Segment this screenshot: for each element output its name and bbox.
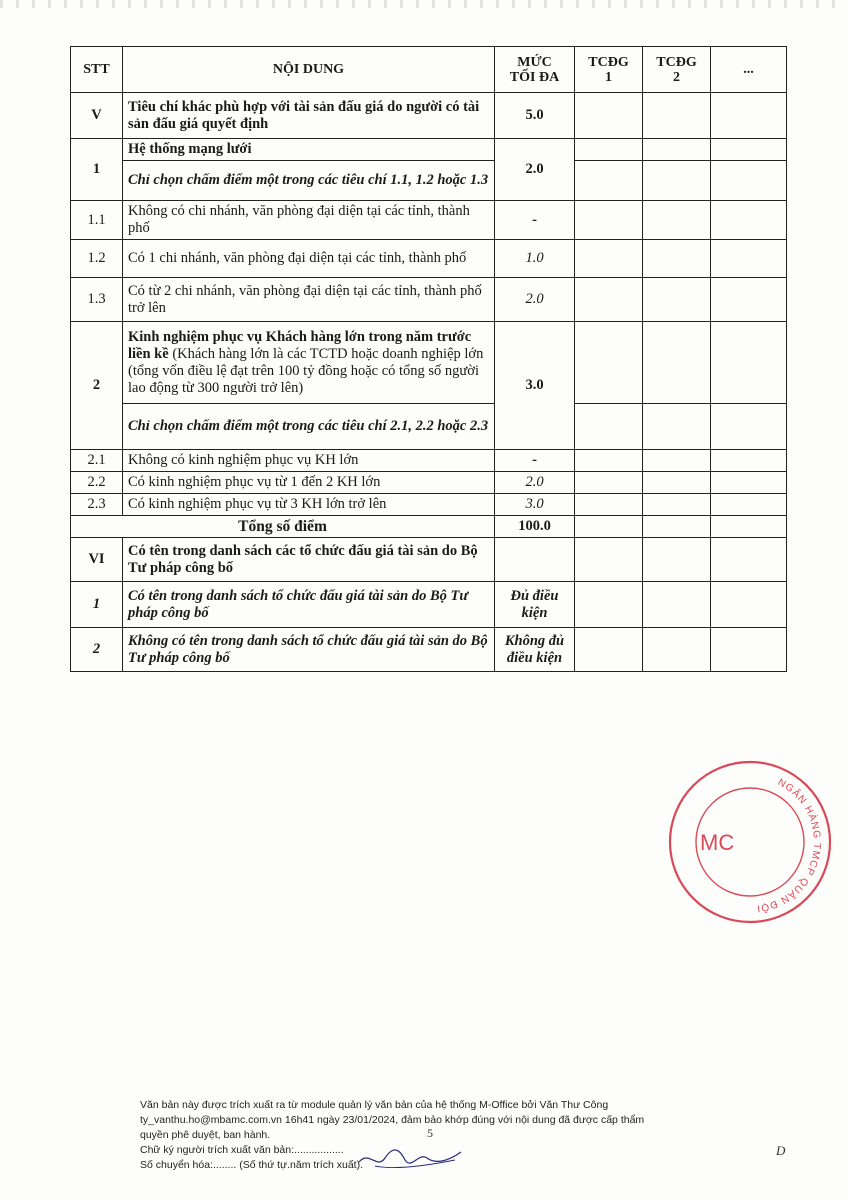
table-row <box>71 161 787 201</box>
corner-mark: D <box>776 1143 786 1158</box>
total-row <box>71 516 787 538</box>
score-cell <box>575 278 643 322</box>
score-cell <box>643 322 711 404</box>
page-number: 5 <box>427 1126 433 1140</box>
row-content: Có kinh nghiệm phục vụ từ 3 KH lớn trở lên <box>123 494 495 516</box>
row-content: Hệ thống mạng lưới <box>123 139 495 161</box>
row-content: Có từ 2 chi nhánh, văn phòng đại diện tại các tỉnh, thành phố trở lên <box>123 278 495 322</box>
row-content: Không có tên trong danh sách tổ chức đấu giá tài sản do Bộ Tư pháp công bố <box>123 628 495 672</box>
row-stt: 2.3 <box>71 494 123 516</box>
header-tcdg-1: TCĐG 1 <box>575 47 643 93</box>
score-cell <box>575 538 643 582</box>
score-cell <box>575 516 643 538</box>
table-row <box>71 472 787 494</box>
score-cell <box>711 161 787 201</box>
score-cell <box>575 404 643 450</box>
total-max: 100.0 <box>495 516 575 538</box>
score-cell <box>575 628 643 672</box>
score-cell <box>643 201 711 240</box>
row-max: 3.0 <box>495 494 575 516</box>
score-cell <box>643 404 711 450</box>
footer-signature-line: Chữ ký người trích xuất văn bản:................. <box>140 1144 344 1156</box>
row-content: Có tên trong danh sách các tổ chức đấu giá tài sản do Bộ Tư pháp công bố <box>123 538 495 582</box>
row-stt: 1 <box>71 139 123 201</box>
score-cell <box>643 582 711 628</box>
table-row <box>71 538 787 582</box>
score-cell <box>643 494 711 516</box>
score-cell <box>711 494 787 516</box>
table-row <box>71 240 787 278</box>
table-header-row <box>71 47 787 93</box>
row-content: Có 1 chi nhánh, văn phòng đại diện tại các tỉnh, thành phố <box>123 240 495 278</box>
row-content: Không có chi nhánh, văn phòng đại diện tại các tỉnh, thành phố <box>123 201 495 240</box>
company-seal-stamp <box>660 752 840 932</box>
header-content: NỘI DUNG <box>123 47 495 93</box>
score-cell <box>643 278 711 322</box>
score-cell <box>575 161 643 201</box>
handwritten-signature <box>355 1140 465 1180</box>
table-row <box>71 404 787 450</box>
score-cell <box>575 472 643 494</box>
score-cell <box>643 472 711 494</box>
score-cell <box>575 450 643 472</box>
row-stt: 1 <box>71 582 123 628</box>
table-row <box>71 494 787 516</box>
score-cell <box>643 516 711 538</box>
header-max: MỨC TỐI ĐA <box>495 47 575 93</box>
score-cell <box>711 628 787 672</box>
row-max: Không đủ điều kiện <box>495 628 575 672</box>
footer-line: Văn bản này được trích xuất ra từ module quản lý văn bản của hệ thống M-Office bởi Văn Thư Công <box>140 1099 609 1111</box>
score-cell <box>575 240 643 278</box>
row-stt: 2.2 <box>71 472 123 494</box>
score-cell <box>711 201 787 240</box>
total-label: Tổng số điểm <box>71 516 495 538</box>
score-cell <box>711 240 787 278</box>
row-max: 3.0 <box>495 322 575 450</box>
score-cell <box>575 494 643 516</box>
row-max: - <box>495 201 575 240</box>
table-row <box>71 322 787 404</box>
header-more: ... <box>711 47 787 93</box>
score-cell <box>711 139 787 161</box>
table-row <box>71 278 787 322</box>
row-max <box>495 538 575 582</box>
footer-conversion-line: Số chuyển hóa:........ (Số thứ tự.năm trích xuất). <box>140 1159 363 1171</box>
row-max: 2.0 <box>495 139 575 201</box>
score-cell <box>575 582 643 628</box>
svg-text:MC: MC <box>700 830 735 855</box>
score-cell <box>575 322 643 404</box>
score-cell <box>711 538 787 582</box>
scan-edge-artifact <box>0 0 848 8</box>
table-row <box>71 139 787 161</box>
footer-line: quyền phê duyệt, ban hành. <box>140 1129 271 1141</box>
row-content-note: Chỉ chọn chấm điểm một trong các tiêu chí 2.1, 2.2 hoặc 2.3 <box>123 404 495 450</box>
score-cell <box>643 240 711 278</box>
score-cell <box>643 93 711 139</box>
row-stt: VI <box>71 538 123 582</box>
score-cell <box>575 93 643 139</box>
scoring-table <box>70 46 787 672</box>
row-content: Không có kinh nghiệm phục vụ KH lớn <box>123 450 495 472</box>
score-cell <box>711 450 787 472</box>
score-cell <box>643 139 711 161</box>
table-row <box>71 201 787 240</box>
row-max: Đủ điều kiện <box>495 582 575 628</box>
table-row <box>71 450 787 472</box>
row-max: 5.0 <box>495 93 575 139</box>
score-cell <box>575 201 643 240</box>
header-stt: STT <box>71 47 123 93</box>
table-row <box>71 582 787 628</box>
score-cell <box>711 516 787 538</box>
score-cell <box>711 278 787 322</box>
score-cell <box>643 450 711 472</box>
row-stt: 1.2 <box>71 240 123 278</box>
row-content: Kinh nghiệm phục vụ Khách hàng lớn trong năm trước liền kề (Khách hàng lớn là các TCTD hoặc doanh nghiệp lớn (tổng vốn điều lệ đạt trên 100 tỷ đồng hoặc có tổng số người lao động từ 300 người trở lên) <box>123 322 495 404</box>
score-cell <box>711 404 787 450</box>
svg-text:NGÂN HÀNG TMCP QUÂN ĐỘI: NGÂN HÀNG TMCP QUÂN ĐỘI <box>755 776 823 914</box>
footer-line: ty_vanthu.ho@mbamc.com.vn 16h41 ngày 23/01/2024, đảm bảo khớp đúng với nội dung đã được cấp thẩm <box>140 1114 645 1126</box>
row-stt: 2.1 <box>71 450 123 472</box>
score-cell <box>711 472 787 494</box>
row-stt: 2 <box>71 628 123 672</box>
row-stt: 1.3 <box>71 278 123 322</box>
row-max: 2.0 <box>495 472 575 494</box>
score-cell <box>643 628 711 672</box>
row-content-note: Chỉ chọn chấm điểm một trong các tiêu chí 1.1, 1.2 hoặc 1.3 <box>123 161 495 201</box>
row-max: 2.0 <box>495 278 575 322</box>
header-tcdg-2: TCĐG 2 <box>643 47 711 93</box>
row-stt: V <box>71 93 123 139</box>
score-cell <box>575 139 643 161</box>
row-max: - <box>495 450 575 472</box>
row-content: Có kinh nghiệm phục vụ từ 1 đến 2 KH lớn <box>123 472 495 494</box>
row-stt: 1.1 <box>71 201 123 240</box>
row-max: 1.0 <box>495 240 575 278</box>
score-cell <box>711 93 787 139</box>
score-cell <box>643 161 711 201</box>
table-row <box>71 93 787 139</box>
row-stt: 2 <box>71 322 123 450</box>
row-content: Tiêu chí khác phù hợp với tài sản đấu giá do người có tài sản đấu giá quyết định <box>123 93 495 139</box>
score-cell <box>711 582 787 628</box>
table-row <box>71 628 787 672</box>
score-cell <box>643 538 711 582</box>
score-cell <box>711 322 787 404</box>
row-content: Có tên trong danh sách tổ chức đấu giá tài sản do Bộ Tư pháp công bố <box>123 582 495 628</box>
